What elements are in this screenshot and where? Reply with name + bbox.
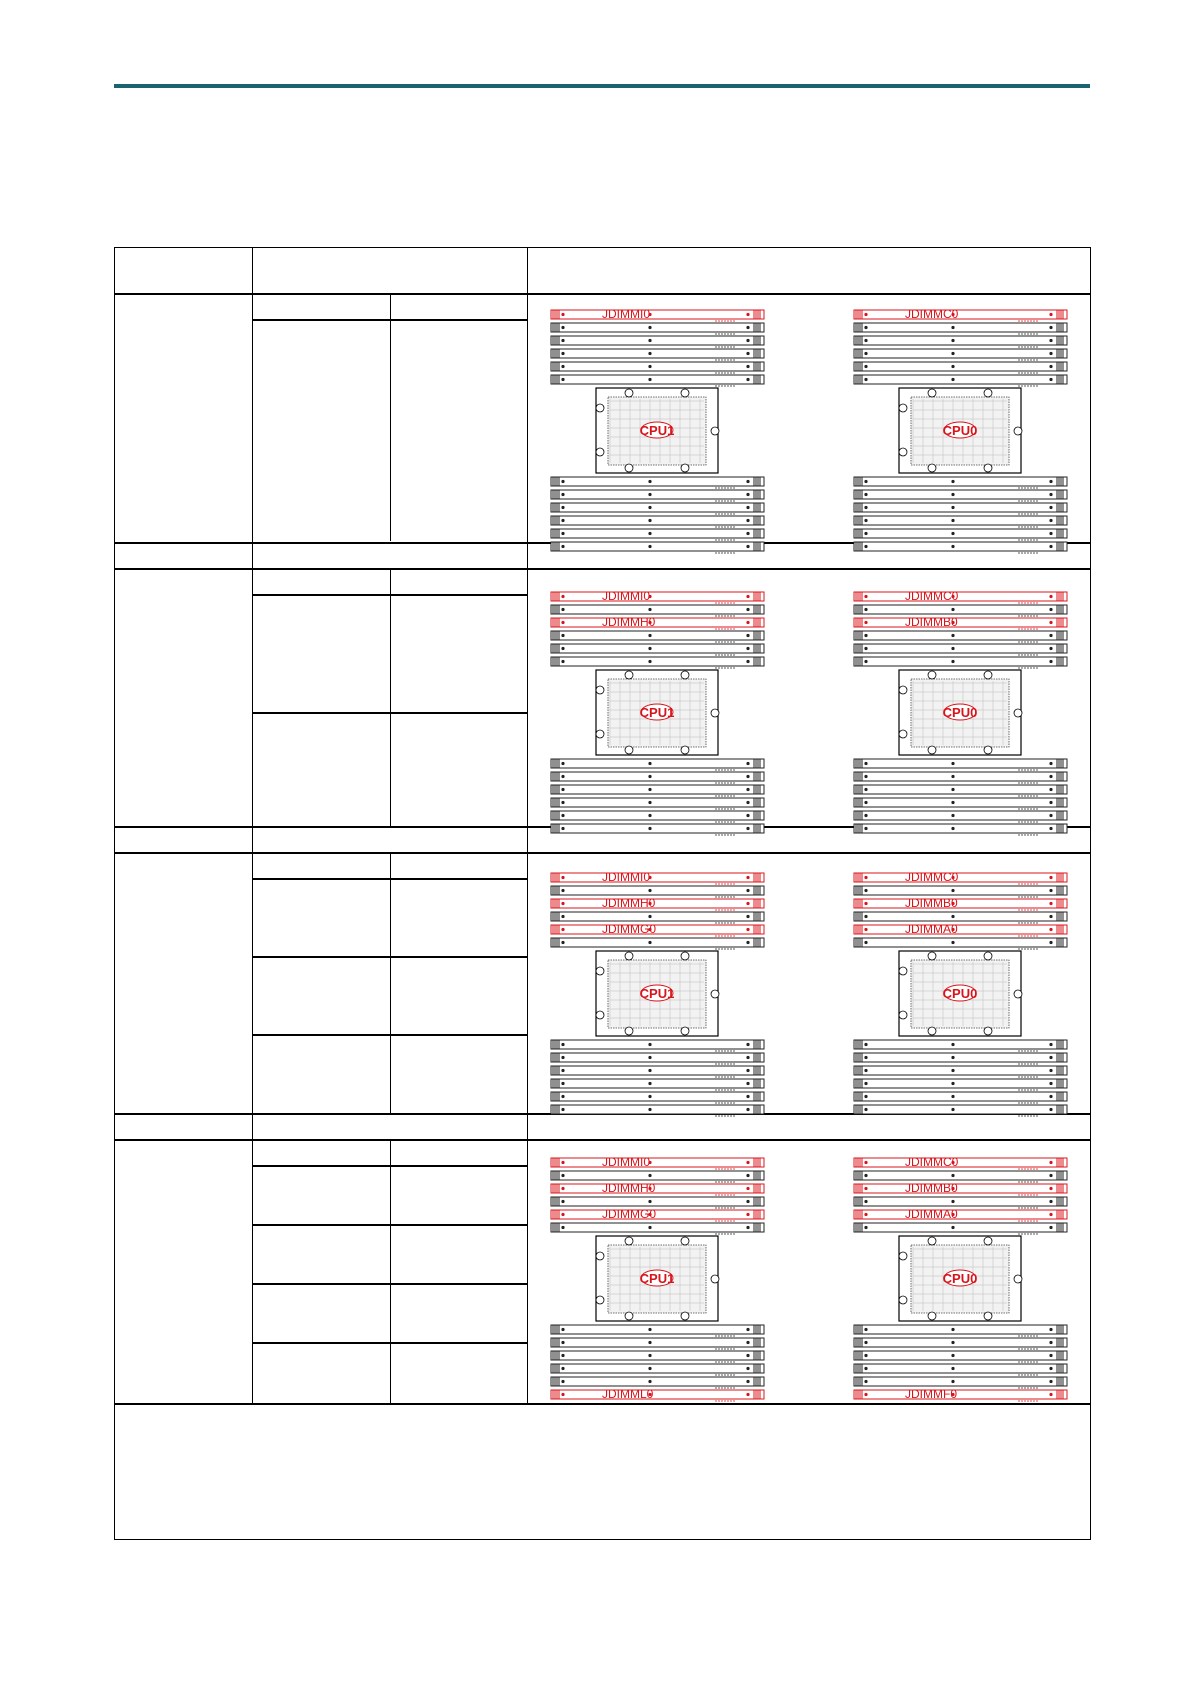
cpu-socket <box>596 951 719 1036</box>
cpu-label: CPU0 <box>942 705 978 720</box>
dimm-slot-label: JDIMMF0 <box>905 1387 957 1401</box>
dimm-slot <box>854 1377 1067 1388</box>
dimm-slot-populated <box>854 1207 1067 1221</box>
dimm-slot <box>854 1105 1067 1116</box>
dimm-slot <box>854 644 1067 655</box>
dimm-slot-populated <box>551 872 764 884</box>
cpu-label: CPU0 <box>942 986 978 1001</box>
dimm-slot <box>551 759 764 770</box>
dimm-slot <box>551 349 764 360</box>
dimm-slot <box>551 516 764 527</box>
dimm-slot-populated <box>551 1157 764 1169</box>
dimm-slot <box>551 1171 764 1182</box>
dimm-slot <box>551 772 764 783</box>
dimm-slot <box>854 605 1067 616</box>
dimm-slot-label: JDIMMB0 <box>905 896 958 910</box>
dimm-slot <box>551 912 764 923</box>
dimm-slot <box>854 1171 1067 1182</box>
dimm-slot-label: JDIMMA0 <box>905 922 958 936</box>
dimm-slot <box>551 1223 764 1234</box>
dimm-slot-label: JDIMMH0 <box>602 896 656 910</box>
dimm-slot-populated <box>551 1207 764 1221</box>
dimm-slot-populated <box>551 1181 764 1195</box>
dimm-slot-populated <box>551 615 764 629</box>
row-divider <box>252 1283 527 1285</box>
dimm-slot <box>551 1066 764 1077</box>
dimm-slot <box>551 644 764 655</box>
dimm-slot <box>854 349 1067 360</box>
dimm-slot <box>854 1092 1067 1103</box>
cpu-socket <box>899 951 1022 1036</box>
dimm-slot <box>854 1364 1067 1375</box>
dimm-slot <box>854 503 1067 514</box>
dimm-slot <box>854 1351 1067 1362</box>
dimm-slot <box>854 886 1067 897</box>
dimm-slot <box>551 811 764 822</box>
dimm-slot-populated <box>551 1387 764 1401</box>
dimm-slot-label: JDIMMB0 <box>905 615 958 629</box>
dimm-slot <box>551 824 764 835</box>
dimm-slot-label: JDIMMC0 <box>905 1157 959 1169</box>
dimm-slot <box>854 785 1067 796</box>
dimm-slot-label: JDIMMC0 <box>905 591 959 603</box>
dimm-slot-populated <box>551 896 764 910</box>
dimm-slot <box>854 542 1067 553</box>
header-rule <box>114 84 1090 88</box>
dimm-slot <box>854 477 1067 488</box>
cpu0-diagram <box>853 591 1068 839</box>
dimm-slot-label: JDIMMI0 <box>602 1157 650 1169</box>
dimm-slot-label: JDIMMI0 <box>602 872 650 884</box>
dimm-slot <box>854 657 1067 668</box>
dimm-slot-populated <box>854 922 1067 936</box>
dimm-slot <box>854 516 1067 527</box>
cpu-label: CPU1 <box>639 705 675 720</box>
dimm-slot-label: JDIMMI0 <box>602 591 650 603</box>
cpu1-diagram <box>550 591 765 839</box>
dimm-slot <box>551 1079 764 1090</box>
dimm-slot-populated <box>854 1181 1067 1195</box>
dimm-slot <box>854 1040 1067 1051</box>
dimm-slot <box>854 1338 1067 1349</box>
dimm-slot <box>854 1066 1067 1077</box>
dimm-slot <box>854 938 1067 949</box>
section-divider <box>115 852 1090 854</box>
dimm-slot-label: JDIMMC0 <box>905 309 959 321</box>
dimm-slot <box>551 1351 764 1362</box>
sub-header-divider <box>252 1165 527 1167</box>
sub-header-divider <box>252 594 527 596</box>
dimm-slot <box>854 1053 1067 1064</box>
dimm-slot-label: JDIMMI0 <box>602 309 650 321</box>
row-divider <box>252 1034 527 1036</box>
dimm-slot <box>551 886 764 897</box>
dimm-slot <box>854 798 1067 809</box>
dimm-slot <box>551 1377 764 1388</box>
dimm-slot-populated <box>551 591 764 603</box>
dimm-slot-label: JDIMMG0 <box>602 1207 656 1221</box>
row-divider <box>252 1342 527 1344</box>
dimm-slot <box>551 336 764 347</box>
dimm-slot <box>551 323 764 334</box>
cpu0-diagram <box>853 309 1068 557</box>
dimm-slot <box>551 375 764 386</box>
row-divider <box>252 956 527 958</box>
sub-column-divider <box>390 568 391 826</box>
dimm-slot <box>854 824 1067 835</box>
dimm-slot <box>551 1325 764 1336</box>
sub-header-divider <box>252 319 527 321</box>
dimm-slot <box>854 336 1067 347</box>
dimm-slot <box>854 912 1067 923</box>
cpu-socket <box>596 670 719 755</box>
dimm-slot <box>854 529 1067 540</box>
cpu0-diagram <box>853 872 1068 1120</box>
dimm-slot <box>551 503 764 514</box>
dimm-slot <box>854 1325 1067 1336</box>
dimm-slot <box>854 631 1067 642</box>
row-divider <box>252 712 527 714</box>
dimm-slot <box>551 1338 764 1349</box>
sub-column-divider <box>390 293 391 541</box>
row-divider <box>252 1224 527 1226</box>
cpu1-diagram <box>550 309 765 557</box>
cpu-label: CPU0 <box>942 423 978 438</box>
cpu-socket <box>899 388 1022 473</box>
dimm-slot <box>551 529 764 540</box>
dimm-slot <box>854 1079 1067 1090</box>
dimm-slot <box>551 542 764 553</box>
cpu1-diagram <box>550 1157 765 1405</box>
dimm-slot <box>551 631 764 642</box>
cpu-label: CPU1 <box>639 986 675 1001</box>
dimm-slot <box>551 490 764 501</box>
dimm-slot <box>551 1092 764 1103</box>
dimm-slot-populated <box>854 1387 1067 1401</box>
dimm-slot <box>551 477 764 488</box>
dimm-slot <box>551 938 764 949</box>
dimm-slot-populated <box>854 309 1067 321</box>
dimm-slot-populated <box>854 615 1067 629</box>
sub-column-divider <box>390 852 391 1113</box>
dimm-slot-label: JDIMMH0 <box>602 1181 656 1195</box>
dimm-slot <box>551 1197 764 1208</box>
dimm-slot <box>551 657 764 668</box>
dimm-slot <box>854 375 1067 386</box>
sub-header-divider <box>252 878 527 880</box>
dimm-slot-populated <box>854 591 1067 603</box>
cpu0-diagram <box>853 1157 1068 1405</box>
dimm-slot <box>854 759 1067 770</box>
dimm-slot-populated <box>854 1157 1067 1169</box>
dimm-slot <box>551 1053 764 1064</box>
dimm-slot <box>854 811 1067 822</box>
dimm-slot <box>854 490 1067 501</box>
dimm-slot <box>854 1197 1067 1208</box>
dimm-slot-populated <box>551 922 764 936</box>
cpu-label: CPU0 <box>942 1271 978 1286</box>
cpu-socket <box>596 1236 719 1321</box>
dimm-slot <box>854 362 1067 373</box>
dimm-slot <box>551 1040 764 1051</box>
cpu1-diagram <box>550 872 765 1120</box>
cpu-socket <box>899 1236 1022 1321</box>
dimm-slot-label: JDIMML0 <box>602 1387 654 1401</box>
dimm-slot-label: JDIMMA0 <box>905 1207 958 1221</box>
dimm-slot <box>551 1364 764 1375</box>
dimm-slot-label: JDIMMG0 <box>602 922 656 936</box>
dimm-slot <box>551 785 764 796</box>
dimm-slot-populated <box>854 872 1067 884</box>
header-row-divider <box>115 293 1090 295</box>
dimm-slot <box>854 772 1067 783</box>
dimm-slot <box>551 605 764 616</box>
cpu-socket <box>899 670 1022 755</box>
dimm-slot-populated <box>551 309 764 321</box>
dimm-slot <box>854 323 1067 334</box>
dimm-slot <box>854 1223 1067 1234</box>
dimm-slot <box>551 1105 764 1116</box>
cpu-label: CPU1 <box>639 1271 675 1286</box>
section-divider <box>115 568 1090 570</box>
dimm-slot <box>551 362 764 373</box>
dimm-slot-populated <box>854 896 1067 910</box>
dimm-slot-label: JDIMMH0 <box>602 615 656 629</box>
sub-column-divider <box>390 1139 391 1403</box>
cpu-socket <box>596 388 719 473</box>
cpu-label: CPU1 <box>639 423 675 438</box>
dimm-slot-label: JDIMMB0 <box>905 1181 958 1195</box>
dimm-slot-label: JDIMMC0 <box>905 872 959 884</box>
dimm-slot <box>551 798 764 809</box>
section-divider <box>115 1139 1090 1141</box>
